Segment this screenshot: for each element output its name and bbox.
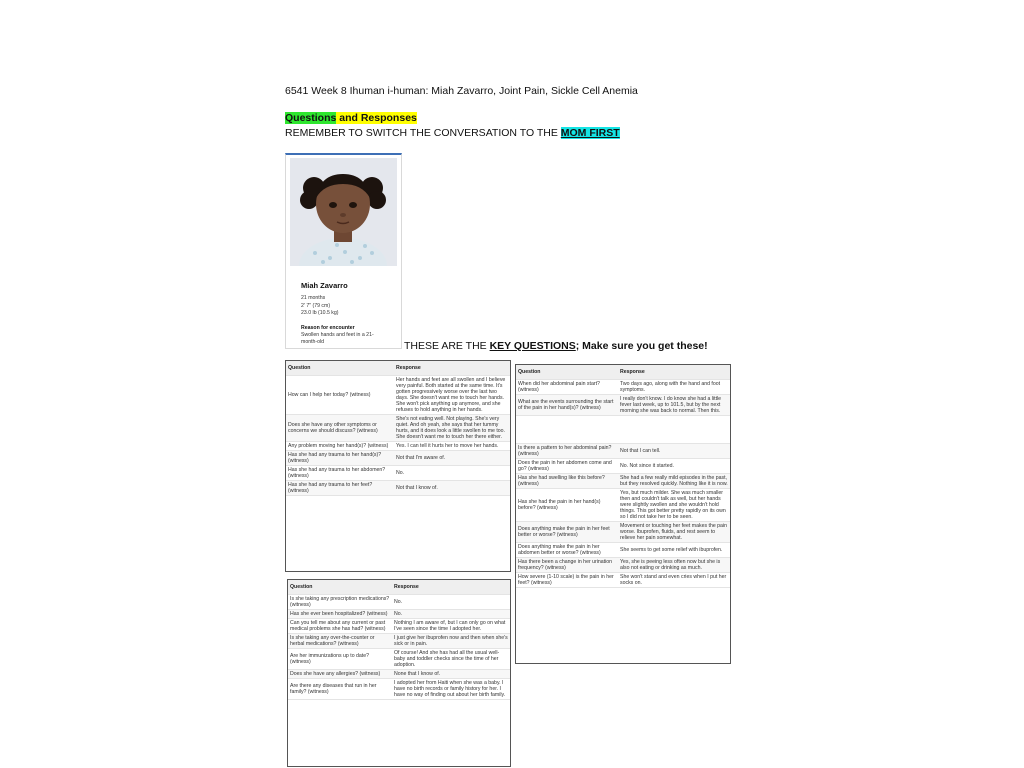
table-row <box>286 451 510 466</box>
table-row <box>286 415 510 442</box>
response-cell: None that I know of. <box>392 670 510 679</box>
question-cell: What are the events surrounding the start of the pain in her hand(s)? (witness) <box>516 395 618 416</box>
reason-line-2: month-old <box>301 339 325 345</box>
response-cell: I really don't know. I do know she had a little fever last week, up to 101.5, but by the next morning she was back to normal. Then this. <box>618 395 730 416</box>
column-header-response: Response <box>618 365 730 380</box>
questions-table-2 <box>287 579 511 767</box>
response-cell: Of course! And she has had all the usual well-baby and toddler checks since the time of her adoption. <box>392 649 510 670</box>
table-row <box>516 444 730 459</box>
key-questions-emphasis: KEY QUESTIONS <box>489 340 576 352</box>
table-row <box>288 610 510 619</box>
table-row <box>286 376 510 415</box>
response-cell: She won't stand and even cries when I put her socks on. <box>618 573 730 588</box>
question-cell: Does she have any other symptoms or concerns we should discuss? (witness) <box>286 415 394 442</box>
response-cell: No. <box>392 595 510 610</box>
response-cell: No. <box>392 610 510 619</box>
question-cell: How can I help her today? (witness) <box>286 376 394 415</box>
column-header-response: Response <box>392 580 510 595</box>
question-cell: Does she have any allergies? (witness) <box>288 670 392 679</box>
table-row <box>288 634 510 649</box>
responses-highlight: and Responses <box>336 112 417 124</box>
response-cell: Two days ago, along with the hand and foot symptoms. <box>618 380 730 395</box>
question-cell: When did her abdominal pain start? (witness) <box>516 380 618 395</box>
response-cell: Yes. I can tell it hurts her to move her hands. <box>394 442 510 451</box>
question-cell: Has she had swelling like this before? (witness) <box>516 474 618 489</box>
column-header-question: Question <box>286 361 394 376</box>
patient-age: 21 months <box>301 295 326 301</box>
table-row <box>516 380 730 395</box>
table-row <box>288 670 510 679</box>
response-cell: She seems to get some relief with ibuprofen. <box>618 543 730 558</box>
table-row <box>516 522 730 543</box>
response-cell <box>618 416 730 444</box>
key-questions-line <box>404 340 708 352</box>
table-row <box>516 558 730 573</box>
patient-card <box>285 153 402 349</box>
table-row <box>288 649 510 670</box>
table-row <box>516 474 730 489</box>
response-cell: Yes, she is peeing less often now but she is also not eating or drinking as much. <box>618 558 730 573</box>
column-header-question: Question <box>288 580 392 595</box>
patient-height: 2' 7" (79 cm) <box>301 303 331 309</box>
reminder-line <box>285 127 620 139</box>
patient-name: Miah Zavarro <box>301 281 348 290</box>
question-cell: Is she taking any prescription medications? (witness) <box>288 595 392 610</box>
question-cell: Has she had any trauma to her abdomen? (witness) <box>286 466 394 481</box>
response-cell: I just give her ibuprofen now and then when she's sick or in pain. <box>392 634 510 649</box>
table-row <box>286 466 510 481</box>
table-row <box>516 416 730 444</box>
question-cell: Can you tell me about any current or past medical problems she has had? (witness) <box>288 619 392 634</box>
questions-table-1 <box>285 360 511 572</box>
document-title: 6541 Week 8 Ihuman i-human: Miah Zavarro, Joint Pain, Sickle Cell Anemia <box>285 85 638 97</box>
question-cell: Has there been a change in her urination frequency? (witness) <box>516 558 618 573</box>
question-cell: Are there any diseases that run in her family? (witness) <box>288 679 392 700</box>
table-row <box>516 395 730 416</box>
patient-weight: 23.0 lb (10.5 kg) <box>301 310 339 316</box>
question-cell: Has she had the pain in her hand(s) before? (witness) <box>516 489 618 522</box>
table-row <box>286 442 510 451</box>
question-cell: Has she had any trauma to her hand(s)? (witness) <box>286 451 394 466</box>
table-row <box>286 481 510 496</box>
table-row <box>516 489 730 522</box>
reason-line-1: Swollen hands and feet in a 21- <box>301 332 374 338</box>
section-heading <box>285 112 417 124</box>
response-cell: Movement or touching her feet makes the pain worse. Ibuprofen, fluids, and rest seem to relieve her pain somewhat. <box>618 522 730 543</box>
response-cell: No. Not since it started. <box>618 459 730 474</box>
reason-label: Reason for encounter <box>301 325 355 331</box>
question-cell <box>516 416 618 444</box>
question-cell: How severe (1-10 scale) is the pain in her feet? (witness) <box>516 573 618 588</box>
response-cell: Not that I know of. <box>394 481 510 496</box>
reminder-text: REMEMBER TO SWITCH THE CONVERSATION TO THE <box>285 127 561 139</box>
question-cell: Is there a pattern to her abdominal pain? (witness) <box>516 444 618 459</box>
column-header-response: Response <box>394 361 510 376</box>
questions-table-3 <box>515 364 731 664</box>
response-cell: I adopted her from Haiti when she was a baby. I have no birth records or family history for her. I have no way of finding out about her birth family. <box>392 679 510 700</box>
question-cell: Does the pain in her abdomen come and go? (witness) <box>516 459 618 474</box>
key-prefix: THESE ARE THE <box>404 340 490 352</box>
question-cell: Does anything make the pain in her abdomen better or worse? (witness) <box>516 543 618 558</box>
table-row <box>516 543 730 558</box>
question-cell: Has she had any trauma to her feet? (witness) <box>286 481 394 496</box>
response-cell: No. <box>394 466 510 481</box>
questions-highlight: Questions <box>285 112 337 124</box>
response-cell: She's not eating well. Not playing. She's very quiet. And oh yeah, she says that her tummy hurts, and it does look a little swollen to me too. She doesn't want me to touch her there either. <box>394 415 510 442</box>
response-cell: She had a few really mild episodes in the past, but they resolved quickly. Nothing like it is now. <box>618 474 730 489</box>
response-cell: Yes, but much milder. She was much smaller then and couldn't talk as well, but her hands were slightly swollen and she wouldn't hold things. This got better pretty rapidly on its own so I did not take her to be seen. <box>618 489 730 522</box>
response-cell: Nothing I am aware of, but I can only go on what I've seen since the time I adopted her. <box>392 619 510 634</box>
question-cell: Are her immunizations up to date? (witness) <box>288 649 392 670</box>
column-header-question: Question <box>516 365 618 380</box>
table-row <box>516 459 730 474</box>
question-cell: Has she ever been hospitalized? (witness) <box>288 610 392 619</box>
table-row <box>288 679 510 700</box>
question-cell: Does anything make the pain in her feet better or worse? (witness) <box>516 522 618 543</box>
table-row <box>516 573 730 588</box>
question-cell: Is she taking any over-the-counter or herbal medications? (witness) <box>288 634 392 649</box>
key-suffix: ; Make sure you get these! <box>575 340 708 352</box>
patient-avatar <box>290 158 397 266</box>
response-cell: Not that I can tell. <box>618 444 730 459</box>
question-cell: Any problem moving her hand(s)? (witness) <box>286 442 394 451</box>
mom-first-highlight: MOM FIRST <box>560 127 620 139</box>
response-cell: Her hands and feet are all swollen and I believe very painful. Both started at the same time. It's gotten progressively worse over the last two days. She doesn't want me to touch her hands. She won't pick anything up anymore, and she refuses to hold anything in her hands. <box>394 376 510 415</box>
response-cell: Not that I'm aware of. <box>394 451 510 466</box>
table-row <box>288 595 510 610</box>
table-row <box>288 619 510 634</box>
